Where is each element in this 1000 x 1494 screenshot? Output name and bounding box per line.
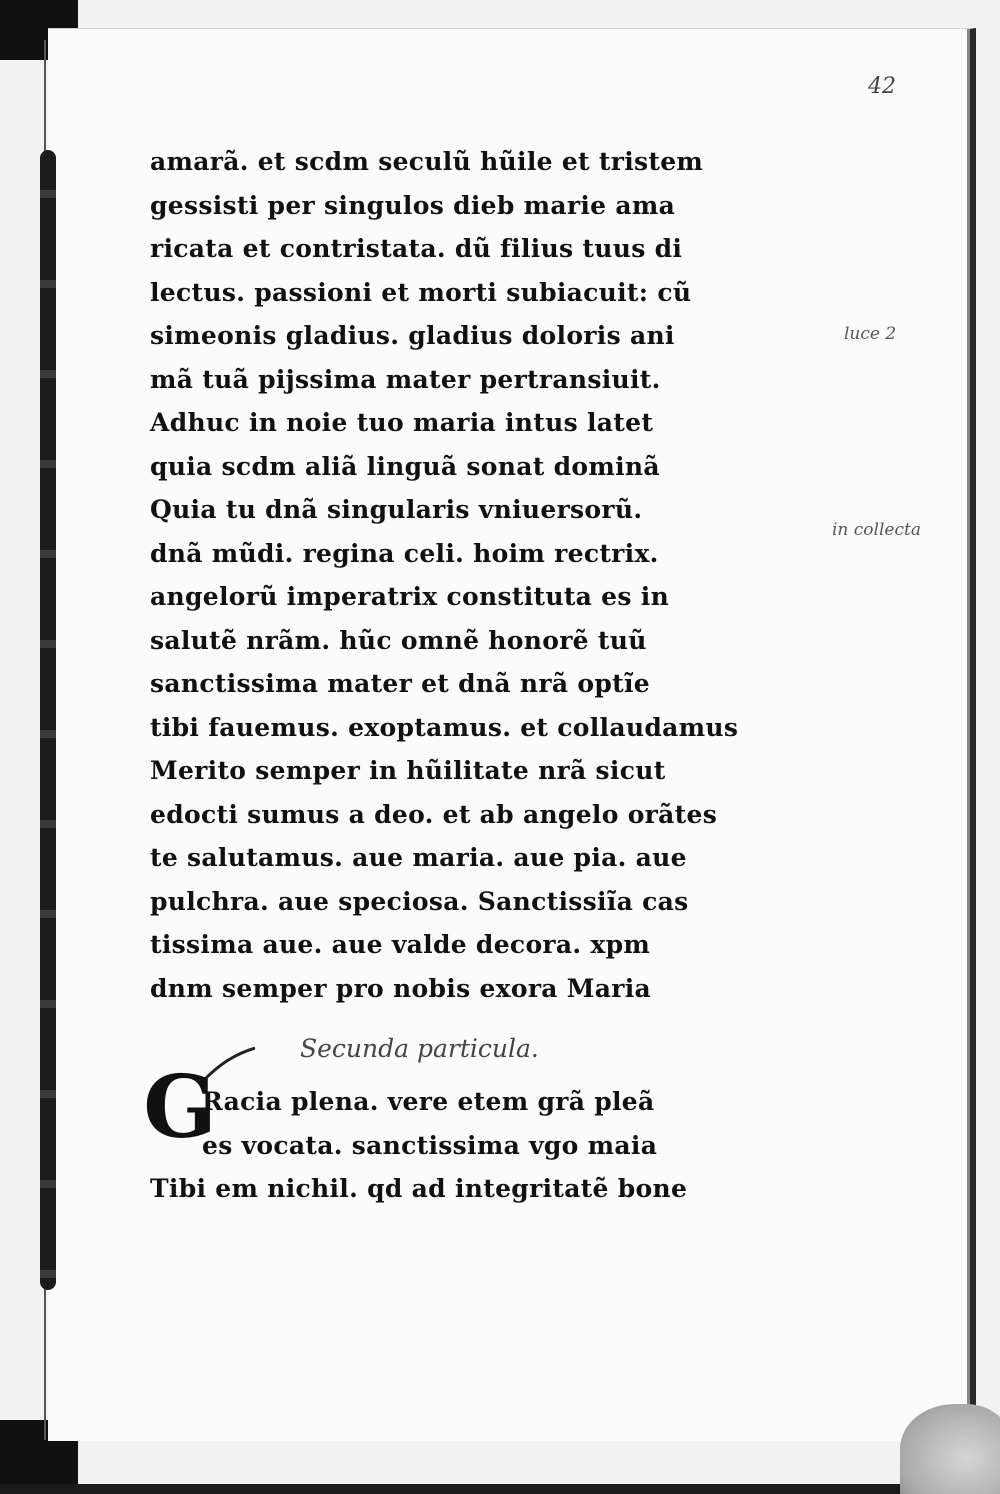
text-line: sanctissima mater et dnã nrã optĩe (150, 669, 650, 698)
margin-note-1: luce 2 (844, 324, 897, 344)
text-line: te salutamus. aue maria. aue pia. aue (150, 843, 687, 872)
text-line: ricata et contristata. dũ filius tuus di (150, 234, 683, 263)
text-line: tissima aue. aue valde decora. xpm (150, 930, 651, 959)
folio-number: 42 (868, 74, 896, 99)
text-line: Quia tu dnã singularis vniuersorũ. (150, 495, 643, 524)
text-line: lectus. passioni et morti subiacuit: cũ (150, 277, 692, 307)
section-rubric: Secunda particula. (300, 1034, 539, 1063)
text-line: Racia plena. vere etem grã pleã (202, 1087, 655, 1116)
text-line: es vocata. sanctissima vgo maia (202, 1130, 658, 1160)
text-line: pulchra. aue speciosa. Sanctissiĩa cas (150, 886, 689, 916)
main-text-block (150, 140, 770, 1010)
binding-stitching (40, 150, 56, 1290)
text-line: edocti sumus a deo. et ab angelo orãtes (150, 799, 718, 829)
text-line: salutẽ nrãm. hũc omnẽ honorẽ tuũ (150, 625, 647, 655)
text-line: Merito semper in hũilitate nrã sicut (150, 756, 666, 785)
text-line: Tibi em nichil. qd ad integritatẽ bone (150, 1174, 688, 1203)
thumb-shadow (900, 1404, 1000, 1494)
second-section-text (150, 1080, 770, 1211)
decorated-initial: G (143, 1057, 217, 1158)
text-line: mã tuã pijssima mater pertransiuit. (150, 364, 661, 394)
text-line: dnã mũdi. regina celi. hoim rectrix. (150, 538, 659, 568)
text-line: quia scdm aliã linguã sonat dominã (150, 451, 660, 481)
text-line: simeonis gladius. gladius doloris ani (150, 321, 675, 350)
text-line: dnm semper pro nobis exora Maria (150, 973, 652, 1003)
margin-note-2: in collecta (832, 520, 921, 540)
text-line: tibi fauemus. exoptamus. et collaudamus (150, 712, 739, 742)
text-line: Adhuc in noie tuo maria intus latet (150, 408, 654, 437)
text-line: gessisti per singulos dieb marie ama (150, 190, 676, 220)
text-line: angelorũ imperatrix constituta es in (150, 582, 670, 611)
text-line: amarã. et scdm seculũ hũile et tristem (150, 147, 704, 176)
